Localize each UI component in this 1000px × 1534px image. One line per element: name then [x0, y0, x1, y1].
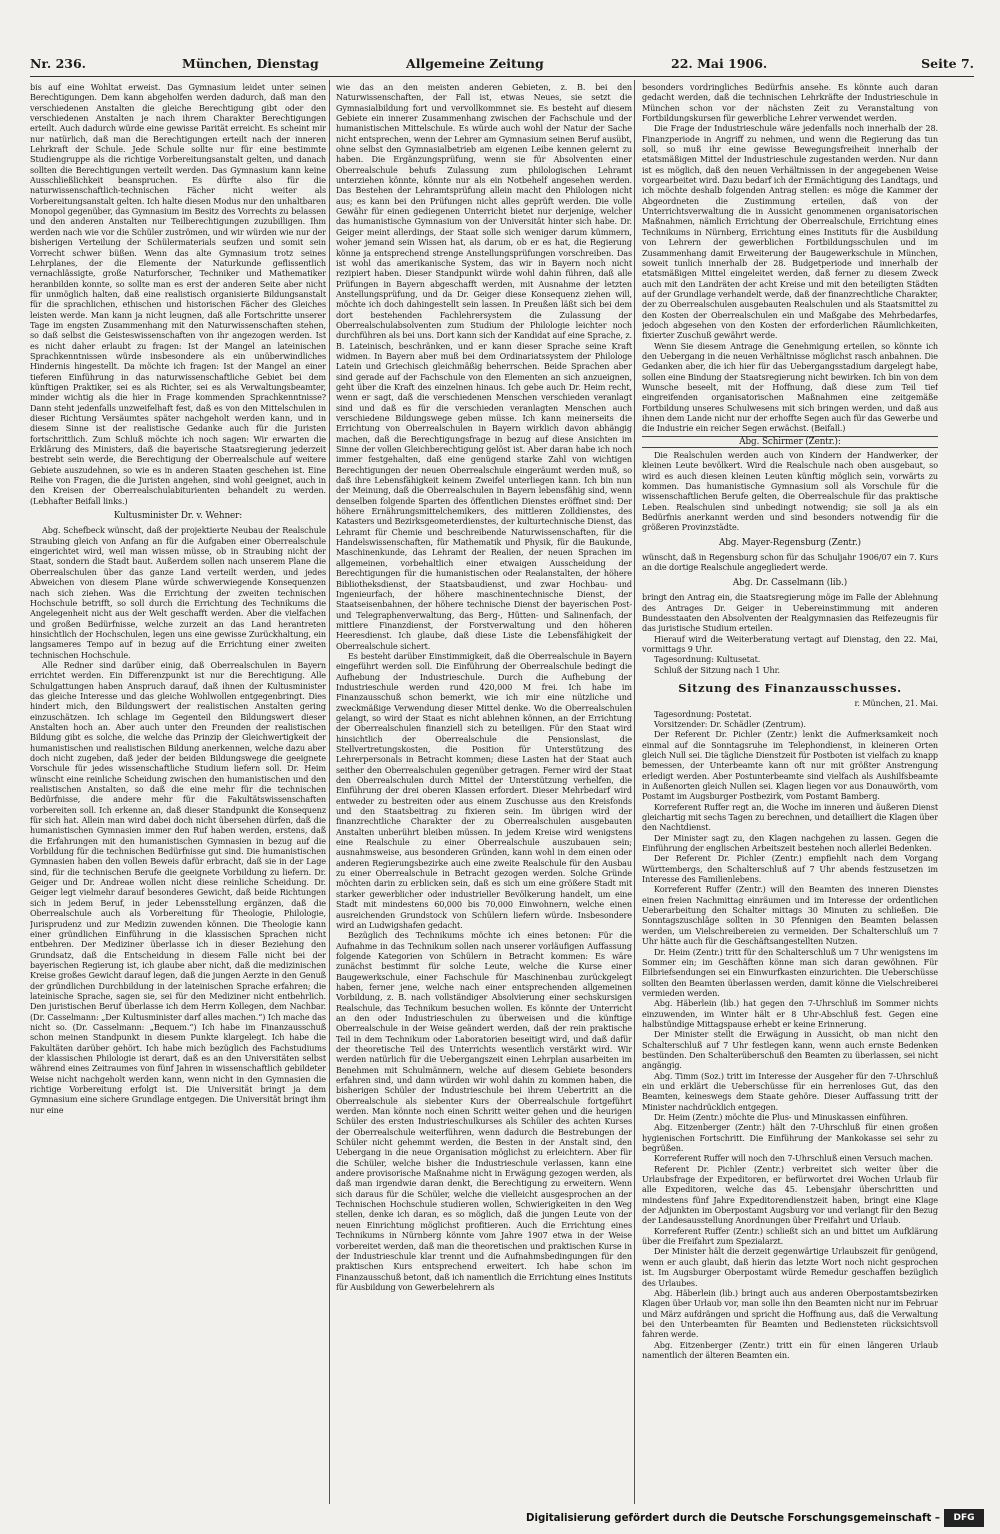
issue-number: Nr. 236.: [30, 56, 87, 71]
paragraph: bringt den Antrag ein, die Staatsregierung möge im Falle der Ablehnung des Antrages Dr. Geiger in Uebereinstimmung mit anderen Bundesstaaten den Absolventen der Realgymnasien das Reifezeugnis für das juristische Studium erteilen.: [642, 592, 938, 634]
dfg-logo: DFG: [944, 1509, 984, 1527]
paragraph: Der Referent Dr. Pichler (Zentr.) lenkt die Aufmerksamkeit noch einmal auf die Sonntagsruhe im Telephondienst, in kleineren Orten gleich Null sei. Die tägliche Dienstzeit für Postboten ist vielfach zu knapp bemessen, der Unterbeamte kann oft nur mit größter Anstrengung erledigt werden. Aber Postunterbeamte sind vielfach als Aushilfsbeamte in Außenorten gleich Nullen sei. Klagen liegen vor aus Donauwörth, vom Postamt im Augsburger Postbezirk, vom Postamt Bamberg.: [642, 729, 938, 802]
paragraph: wünscht, daß in Regensburg schon für das Schuljahr 1906/07 ein 7. Kurs an die dortige Realschule angegliedert werde.: [642, 552, 938, 573]
paragraph: Die Frage der Industrieschule wäre jedenfalls noch innerhalb der 28. Finanzperiode in Angriff zu nehmen, und wenn die Regierung das tun soll, so muß ihr eine gewisse Bewegungsfreiheit innerhalb der etatsmäßigen Mittel der Industrieschule zugestanden werden. Nur dann ist es möglich, daß den neuen Verhältnissen in der angegebenen Weise vorgearbeitet wird. Dazu bedarf ich der Ermächtigung des Landtags, und ich möchte deshalb folgenden Antrag stellen: es möge die Kammer der Abgeordneten die Zustimmung erteilen, daß von der Unterrichtsverwaltung die in Aussicht genommenen organisatorischen Maßnahmen, nämlich Errichtung der Oberrealschule, Errichtung eines Technikums in Nürnberg, Errichtung eines Instituts für die Ausbildung von Lehrern der gewerblichen Fortbildungsschulen und im Zusammenhang damit Erweiterung der Baugewerkschule in München, soweit tunlich innerhalb der 28. Budgetperiode und innerhalb der etatsmäßigen Mittel eingeleitet werden, daß ferner zu diesem Zweck auch mit den Landräten der acht Kreise und mit den beteiligten Städten auf der Grundlage verhandelt werde, daß der finanzrechtliche Charakter, der zu Oberrealschulen ausgebauten Realschulen und als Staatsmittel zu den Kosten der Oberrealschulen ein und Maßgabe des Mehrbedarfes, jedoch abgesehen von den Kosten der erforderlichen Räumlichkeiten, fixierter Zuschuß gewährt werde.: [642, 123, 938, 341]
paragraph: Vorsitzender: Dr. Schädler (Zentrum).: [654, 718, 806, 729]
column-3: [642, 82, 938, 1502]
paragraph: Abg. Häberlein (lib.) bringt auch aus anderen Oberpostamtsbezirken Klagen über Urlaub vor, man solle ihn den Beamten nicht nur im Februar und März aufdrängen und spricht die Hoffnung aus, daß die Verwaltung bei den Unterbeamten für Beamten und Bediensteten rücksichtsvoll fahren werde.: [642, 1287, 938, 1340]
paragraph: Referent Dr. Pichler (Zentr.) verbreitet sich weiter über die Urlaubsfrage der Expeditoren, er befürwortet drei Wochen Urlaub für alle Expeditoren, welche das 45. Lebensjahr überschritten und mindestens fünf Jahre Expeditorendienstzeit haben, bringt eine Klage der Adjunkten im Oberpostamt Augsburg vor und verlangt für den Bezug der Landesausstellung Anordnungen über Freifahrt und Urlaub.: [642, 1163, 938, 1226]
paragraph: Abg. Timm (Soz.) tritt im Interesse der Ausgeher für den 7-Uhrschluß ein und erklärt die Ueberschüsse für ein herrenloses Gut, das den Beamten, keineswegs dem Staate gehöre. Dieser Auffassung tritt der Minister nachdrücklich entgegen.: [642, 1070, 938, 1112]
paragraph: bis auf eine Wohltat erweist. Das Gymnasium leidet unter seinen Berechtigungen. Dem kann abgeholfen werden dadurch, daß man den verschiedenen Anstalten die gleiche Berechtigung gibt oder den verschiedenen Anstalten je nach ihrem Charakter Berechtigungen erteilt. Auch dadurch würde eine gewisse Parität erreicht. Es scheint mir nur natürlich, daß man die Berechtigungen erteilt nach der inneren Lehrkraft der Schule. Jede Schule sollte nur für eine bestimmte Studiengruppe als die richtige Vorbereitungsanstalt gelten, und danach sollten die Berechtigungen verteilt werden. Das Gymnasium kann keine Ausschließlichkeit beanspruchen. Es dürfte also für die naturwissenschaftlich-technischen Fächer nicht weiter als Vorbereitungsanstalt gelten. Ich halte diesen Modus nur den unhaltbaren Monopol gegenüber, das Gymnasium im Besitz des Vorrechts zu belassen und den anderen Anstalten nur Teilberechtigungen zuzubilligen. Ihm werden nach wie vor die Schüler zuströmen, und wir würden wie nur der bisherigen Verteilung der Schülermaterials seufzen und somit sein Vorrecht schwer büßen. Wenn das alte Gymnasium trotz seines Lehrplanes, der die Elemente der Naturkunde geflissentlich vernachlässigte, große Naturforscher, Techniker und Mathematiker heranbilden konnte, so sollte man es erst der anderen Seite aber nicht für unmöglich halten, daß eine realistisch organisierte Bildungsanstalt für die sprachlichen, ethischen und historischen Fächer des Gleiches leisten werde. Man kann ja nicht leugnen, daß alle Fortschritte unserer Tage im engsten Zusammenhang mit den Naturwissenschaften stehen, so daß selbst die Geisteswissenschaften von ihr angezogen werden. Ist es nicht daher erlaubt zu fragen: Ist der Mangel an lateinischen Sprachkenntnissen würde insbesondere als ein unüberwindliches Hindernis hingestellt. Da möchte ich fragen: Ist der Mangel an einer tieferen Einführung in das naturwissenschaftliche Gebiet bei dem künftigen Praktiker, sei es als Richter, sei es als Verwaltungsbeamter, minder wichtig als die hier in Frage kommenden Sprachkenntnisse? Dann steht jedenfalls unzweifelhaft fest, daß es von den Mittelschulen in dieser Richtung Versäumtes später nachgeholt werden kann, und in diesem Sinne ist der realistische Gedanke auch für die Juristen fortschrittlich. Zum Schluß möchte ich noch sagen: Wir erwarten die Erklärung des Ministers, daß die bayerische Staatsregierung jederzeit bestrebt sein werde, die Berechtigung der Oberrealschule auf weitere Gebiete auszudehnen, so wie es in anderen Staaten geschehen ist. Eine Reihe von Fragen, die die Juristen angehen, sind wohl geeignet, auch in den Kreisen der Oberrealschulabiturienten behandelt zu werden. (Lebhafter Beifall links.): [30, 82, 326, 506]
column-2: [336, 82, 632, 1502]
paragraph: Abg. Schefbeck wünscht, daß der projektierte Neubau der Realschule Straubing gleich von Anfang an für die Aufgaben einer Oberrealschule eingerichtet wird, weil man wissen müsse, ob in Straubing nicht der Staat, sondern die Stadt baut. Außerdem sollen nach unserem Plane die Oberrealschulen über das ganze Land verteilt werden, und jedes Abweichen von diesem Plane würde schwerwiegende Konsequenzen nach sich ziehen. Was die Errichtung der zweiten technischen Hochschule betrifft, so soll durch die Errichtung des Technikums die Angelegenheit nicht aus der Welt geschafft werden. Aber die vielfachen und großen Bedürfnisse, welche zurzeit an das Land herantreten hinsichtlich der Hochschulen, legen uns eine gewisse Zurückhaltung, ein langsameres Tempo auf in bezug auf die Errichtung einer zweiten technischen Hochschule.: [30, 525, 326, 660]
place-day: München, Dienstag: [182, 56, 319, 71]
section-title: Sitzung des Finanzausschusses.: [678, 680, 902, 695]
paragraph: Der Minister hält die derzeit gegenwärtige Urlaubszeit für genügend, wenn er auch glaubt, daß hierin das letzte Wort noch nicht gesprochen ist. Im Augsburger Oberpostamt würde Remedur geschaffen bezüglich des Urlaubes.: [642, 1246, 938, 1288]
paragraph: Korreferent Ruffer will noch den 7-Uhrschluß einen Versuch machen.: [654, 1153, 933, 1164]
paragraph: Dr. Heim (Zentr.) möchte die Plus- und Minuskassen einführen.: [654, 1112, 908, 1122]
paragraph: besonders vordringliches Bedürfnis ansehe. Es könnte auch daran gedacht werden, daß die technischen Lehrkräfte der Industrieschule in München schon vor der nächsten Zeit zu Veranstaltung von Fortbildungskursen für gewerbliche Lehrer verwendet werden.: [642, 82, 938, 124]
paragraph: Schluß der Sitzung nach 1 Uhr.: [654, 664, 780, 675]
speaker-heading: Abg. Mayer-Regensburg (Zentr.): [718, 537, 861, 548]
speaker-heading: Abg. Dr. Casselmann (lib.): [732, 577, 848, 588]
paragraph: Abg. Häberlein (lib.) hat gegen den 7-Uhrschluß im Sommer nichts einzuwenden, im Winter hält er 8 Uhr-Abschluß fest. Gegen eine halbstündige Mittagspause erhebt er keine Erinnerung.: [642, 998, 938, 1029]
paragraph: Bezüglich des Technikums möchte ich eines betonen: Für die Aufnahme in das Technikum sollen nach unserer vorläufigen Auffassung folgende Kategorien von Schülern in Betracht kommen: Es wäre zunächst bestimmt für solche Leute, welche die Kurse einer Baugewerkschule, einer Fachschule für Maschinenbau zurückgelegt haben, ferner jene, welche nach einer entsprechenden allgemeinen Vorbildung, z. B. nach vollständiger Absolvierung einer sechskursigen Realschule, das Technikum besuchen wollen. Es könnte der Unterricht an den oder Industrieschulen zu überweisen und die künftige Oberrealschule in der Weise geändert werden, daß der rein praktische Teil in dem Technikum oder Laboratorien beseitigt wird, und daß dafür der theoretische Teil des Unterrichts wesentlich verstärkt wird. Wir werden natürlich für die Uebergangszeit einen Lehrplan ausarbeiten im Benehmen mit Schulmännern, welche auf diesem Gebiete besonders erfahren sind, und dann würden wir wohl dahin zu kommen haben, die bisherigen Schüler der Industrieschule bei ihrem Uebertritt an die Oberrealschule als siebenter Kurs der Oberrealschule fortgeführt werden. Man könnte noch einen Schritt weiter gehen und die heurigen Schüler des ersten Industrieschulkurses als Schüler des achten Kurses der Oberrealschule weiterführen, wenn dadurch die Bestrebungen der Schüler nicht gehemmt werden, die Besten in der Anstalt sind, den Uebergang in die neue Organisation möglichst zu erleichtern. Aber für die Schüler, welche bisher die Industrieschule verlassen, kann eine andere provisorische Maßnahme nicht in Erwägung gezogen werden, als daß man irgendwie daran denkt, die Berechtigung zu erweitern. Wenn sich daraus für die Schüler, welche die vielleicht ausgesprochen an der Technischen Hochschule studieren wollen, Schwierigkeiten in den Weg stellen, denke ich daran, es so möglich, daß die jungen Leute von der neuen Einrichtung möglichst profitieren. Auch die Errichtung eines Technikums in Nürnberg könnte vom Jahre 1907 etwa in der Weise vorbereitet werden, daß man die theoretischen und praktischen Kurse in der Industrieschule klar trennt und die Aufnahmsbedingungen für den praktischen Kurs entsprechend erweitert. Ich habe schon im Finanzausschuß betont, daß ich namentlich die Errichtung eines Instituts für Ausbildung von Gewerbelehrern als: [336, 930, 632, 1292]
column-divider: [634, 80, 635, 1504]
paragraph: Dr. Heim (Zentr.) tritt für den Schalterschluß um 7 Uhr wenigstens im Sommer ein; im Geschäften könne man sich daran gewöhnen. Für Eilbriefsendungen sei ein Einwurfkasten einzurichten. Die Ueberschüsse sollten den Beamten überlassen werden, damit könne die Vielschreiberei vermieden werden.: [642, 946, 938, 998]
digitization-credit: Digitalisierung gefördert durch die Deutsche Forschungsgemeinschaft –: [526, 1513, 940, 1524]
paragraph: Der Minister stellt die Erwägung in Aussicht, ob man nicht den Schalterschluß auf 7 Uhr festlegen kann, wenn auch ernste Bedenken bestünden. Den Schalterüberschuß den Beamten zu überlassen, sei nicht angängig.: [642, 1029, 938, 1071]
dateline: r. München, 21. Mai.: [854, 698, 938, 709]
page-number: Seite 7.: [921, 56, 974, 71]
paragraph: Wenn Sie diesem Antrage die Genehmigung erteilen, so könnte ich den Uebergang in die neuen Verhältnisse möglichst rasch anbahnen. Die Gedanken aber, die ich hier für das Uebergangsstadium dargelegt habe, sollen eine Bindung der Staatsregierung nicht bewirken. Ich bin von dem Wunsche beseelt, mit der Hoffnung, daß diese zum Teil tief eingreifenden organisatorischen Maßnahmen eine zeitgemäße Fortbildung unseres Schulwesens mit sich bringen werden, und daß aus ihnen dem Lande nicht nur der erhoffte Segen auch für das Gewerbe und die Industrie ein reicher Segen erwächst. (Beifall.): [642, 340, 938, 434]
issue-date: 22. Mai 1906.: [671, 56, 768, 71]
paragraph: Korreferent Ruffer (Zentr.) schließt sich an und bittet um Aufklärung über die Freifahrt zum Spezialarzt.: [642, 1225, 938, 1247]
paragraph: Es besteht darüber Einstimmigkeit, daß die Oberrealschule in Bayern eingeführt werden soll. Die Einführung der Oberrealschule bedingt die Aufhebung der Industrieschule. Durch die Aufhebung der Industrieschule werden rund 420,000 M frei. Ich habe im Finanzausschuß schon bemerkt, wie ich mir eine nützliche und zweckmäßige Verwendung dieser Mittel denke. Wo die Oberrealschulen gelangt, so wird der Staat es nicht ablehnen können, an der Errichtung der Oberrealschulen finanziell sich zu beteiligen. Für den Staat wird hinsichtlich der Oberrealschule die Pensionslast, die Stellvertretungskosten, die Position für Unterstützung des Lehrerpersonals in Betracht kommen; diese Lasten hat der Staat auch seither den Oberrealschulen gegenüber getragen. Ferner wird der Staat den Oberrealschulen durch Mittel der Unterstützung verhelfen, die Einführung der drei oberen Klassen erfordert. Dieser Mehrbedarf wird entweder zu bestreiten oder aus einem Zuschusse aus den Kreisfonds und den Staatsbeitrag zu fixieren sein. Im übrigen wird der finanzrechtliche Charakter der zu Oberrealschulen ausgebauten Anstalten unberührt bleiben müssen. In jedem Kreise wird wenigstens eine Realschule zu einer Oberrealschule auszubauen sein; ausnahmsweise, aus besonderen Gründen, kann wohl in dem einen oder anderen Regierungsbezirke auch eine zweite Realschule für den Ausbau zu einer Oberrealschule in Betracht gezogen werden. Solche Gründe möchten darin zu erblicken sein, daß es sich um eine größere Stadt mit starker gewerblicher oder industrieller Bevölkerung handelt, um eine Stadt mit mindestens 60,000 bis 70,000 Einwohnern, welche einen ausreichenden Grundstock von Schülern liefern würde. Insbesondere wird an Ludwigshafen gedacht.: [336, 650, 632, 930]
paragraph: Korreferent Ruffer regt an, die Woche im inneren und äußeren Dienst gleichartig mit sechs Tagen zu berechnen, und detailliert die Klagen über den Nachtdienst.: [642, 801, 938, 833]
page-header: [30, 56, 974, 74]
speaker-heading: Abg. Schirmer (Zentr.):: [642, 436, 938, 448]
paragraph: Tagesordnung: Kultusetat.: [654, 654, 761, 665]
header-rule: [30, 76, 974, 77]
column-divider: [329, 80, 330, 1504]
paragraph: Der Referent Dr. Pichler (Zentr.) empfiehlt nach dem Vorgang Württembergs, den Schalterschluß auf 7 Uhr abends festzusetzen im Interesse des Familienlebens.: [642, 853, 938, 885]
paragraph: Die Realschulen werden auch von Kindern der Handwerker, der kleinen Leute bevölkert. Wird die Realschule nach oben ausgebaut, so wird es auch diesen kleinen Leuten künftig möglich sein, vorwärts zu kommen. Das humanistische Gymnasium soll als Vorschule für die wissenschaftlichen Berufe gelten, die Oberrealschule für das praktische Leben. Realschulen sind unbedingt notwendig; sie soll ja als ein Bedürfnis anerkannt werden und sind besonders notwendig für die größeren Provinzstädte.: [642, 450, 938, 533]
paragraph: Abg. Eitzenberger (Zentr.) tritt ein für einen längeren Urlaub namentlich der älteren Beamten ein.: [642, 1339, 938, 1360]
speaker-heading: Kultusminister Dr. v. Wehner:: [113, 511, 243, 522]
paragraph: wie das an den meisten anderen Gebieten, z. B. bei den Naturwissenschaften, der Fall ist, etwas Neues, sie setzt die Gymnasialbildung fort und vervollkommnet sie. Es besteht auf diesem Gebiete ein innerer Zusammenhang zwischen der Fachschule und der humanistischen Mittelschule. Es würde auch wohl der Natur der Sache nicht entsprechen, wenn der Lehrer am Gymnasium seinen Beruf ausübt, ohne selbst den Gymnasialbetrieb am eigenen Leibe kennen gelernt zu haben. Die Ergänzungsprüfung, wenn sie für Absolventen einer Oberrealschule behufs Zulassung zum philologischen Lehramt unterziehen könnte, könnte nur als ein Notbehelf angesehen werden. Das Bestehen der Lehramtsprüfung allein macht den Philologen nicht aus; es kann bei den Prüfungen nicht alles geprüft werden. Die volle Gewähr für einen gediegenen Unterricht bietet nur derjenige, welcher das humanistische Gymnasium von der Universität hinter sich habe. Dr. Geiger meint allerdings, der Staat solle sich weniger darum kümmern, woher jemand sein Wissen hat, als darum, ob er es hat, die Regierung könne ja entsprechend strenge Anstellungsprüfungen vorschreiben. Das ist wohl das amerikanische System, das wir in Bayern noch nicht rezipiert haben. Dieser Standpunkt würde wohl dahin führen, daß alle Prüfungen in Bayern abgeschafft werden, mit Ausnahme der letzten Anstellungsprüfung, und da Dr. Geiger diese Konsequenz ziehen will, möchte ich doch dahingestellt sein lassen. In Preußen läßt sich bei dem dort bestehenden Fachlehrersystem die Zulassung der Oberrealschulabsolventen zum Studium der Philologie leichter noch durchführen als bei uns. Dort kann sich der Kandidat auf eine Sprache, z. B. Lateinisch, beschränken, und er kann dieser Sprache seine Kraft widmen. In Bayern aber muß bei dem Ordinariatssystem der Philologe Latein und Griechisch gleichmäßig beherrschen. Beide Sprachen aber sind gerade auf der Fachschule von den Elementen an sich anzueignen, geht über die Kraft des einzelnen hinaus. Ich gebe auch Dr. Heim recht, wenn er sagt, daß die verschiedenen Menschen verschieden veranlagt sind und daß es für die verschieden veranlagten Menschen auch verschiedene Bildungswege geben müsse. Ich kann meinerseits die Errichtung von Oberrealschulen in Bayern wirklich davon abhängig machen, daß die Berechtigungsfrage in bezug auf diese Ansichten im Sinne der vollen Gleichberechtigung gelöst ist. Aber daran habe ich noch immer festgehalten, daß eine genügend starke Zahl von wichtigen Berechtigungen der neuen Oberrealschule eingeräumt werden muß, so daß ihre Lebensfähigkeit keinem Zweifel unterliegen kann. Ich bin nun der Meinung, daß die Oberrealschulen in Bayern lebensfähig sind, wenn denselben folgende Sparten des öffentlichen Dienstes eröffnet sind: Der höhere Ernährungsmittelchemikers, des mittleren Zolldienstes, des Katasters und Bezirksgeometerdienstes, der kulturtechnische Dienst, das Lehramt für Chemie und beschreibende Naturwissenschaften, für die Handelswissenschaften, für Mathematik und Physik, für die Baukunde, Maschinenkunde, das Lehramt der Realien, der neuen Sprachen im allgemeinen, vorbehaltlich einer etwaigen Ausscheidung der Berechtigungen für die humanistischen oder Realanstalten, der höhere Bibliotheksdienst, der Staatsbaudienst, und zwar Hochbau- und Ingenieurfach, der höhere maschinentechnische Dienst, der Staatseisenbahnen, der höhere technische Dienst der bayerischen Post- und Telegraphenverwaltung, das Berg-, Hütten- und Salinenfach, der mittlere Finanzdienst, der Forstverwaltung und den höheren Heeresdienst. Ich glaube, daß diese Liste die Lebensfähigkeit der Oberrealschule sichert.: [336, 82, 632, 651]
paragraph: Abg. Eitzenberger (Zentr.) hält den 7-Uhrschluß für einen großen hygienischen Fortschritt. Die Einführung der Mankokasse sei sehr zu begrüßen.: [642, 1122, 938, 1154]
paragraph: Tagesordnung: Postetat.: [654, 708, 752, 719]
paragraph: Korreferent Ruffer (Zentr.) will den Beamten des inneren Dienstes einen freien Nachmittag einräumen und im Interesse der ordentlichen Ueberarbeitung den Schalter mittags 30 Minuten zu schließen. Die Sonntagszuschläge sollten in 30 Pfennigen den Beamten belassen werden, um Vielschreibereien zu vermeiden. Der Schalterschluß um 7 Uhr hätte auch für die Geschäftsangestellten Nutzen.: [642, 884, 938, 947]
column-1: [30, 82, 326, 1502]
newspaper-title: Allgemeine Zeitung: [406, 56, 544, 71]
paragraph: Der Minister sagt zu, den Klagen nachgehen zu lassen. Gegen die Einführung der englischen Arbeitszeit bestehen noch allerlei Bedenken.: [642, 832, 938, 854]
paragraph: Hierauf wird die Weiterberatung vertagt auf Dienstag, den 22. Mai, vormittags 9 Uhr.: [642, 633, 938, 654]
paragraph: Alle Redner sind darüber einig, daß Oberrealschulen in Bayern errichtet werden. Ein Differenzpunkt ist nur die Berechtigung. Alle Schulgattungen haben Anspruch darauf, daß ihnen der Kultusminister das gleiche Interesse und das gleiche Wohlwollen entgegenbringt. Dies hindert mich, den Bildungswert der realistischen Anstalten gering einzuschätzen. Ich schlage im Gegenteil den Bildungswert dieser Anstalten hoch an. Aber auch unter den Freunden der realistischen Bildung gibt es solche, die welche das Prinzip der Gleichwertigkeit der humanistischen und realistischen Bildung anerkennen, welche dazu aber doch nicht zugeben, daß jeder der beiden Bildungswege die geeignete Vorschule für jedes wissenschaftliche Studium liefern soll. Dr. Heim wünscht eine reinliche Scheidung zwischen den humanistischen und den realistischen Anstalten, so daß die eine mehr für die technischen Bedürfnisse, die andere mehr für die Fakultätswissenschaften vorbereiten soll. Ich erkenne an, daß dieser Standpunkt die Konsequenz für sich hat. Allein man wird dabei doch nicht übersehen dürfen, daß die humanistischen Gymnasien immer den Ruf haben werden, erstens, daß die Erfahrungen mit den humanistischen Gymnasien in bezug auf die Vorbildung für die technischen Bedürfnisse gut sind. Die humanistischen Gymnasien haben den vollen Beweis dafür erbracht, daß sie in der Lage sind, für die technischen Berufe die geeignete Vorbildung zu liefern. Dr. Geiger und Dr. Andreae wollen nicht diese reinliche Scheidung. Dr. Geiger legt vielmehr darauf besonderes Gewicht, daß beide Richtungen sich in jedem Beruf, in jeder Lebensstellung ergänzen, daß die Oberrealschule auch als Vorbereitung für Theologie, Philologie, Jurisprudenz und zur Medizin zuwenden können. Die Theologie kann einer gründlichen Einführung in die klassischen Sprachen nicht entbehren. Der Mediziner überlasse ich in dieser Beziehung den Grundsatz, daß die Entscheidung in diesem Falle nicht bei der bayerischen Regierung ist, ich glaube aber nicht, daß die medizinischen Kreise großes Gewicht darauf legen, daß die jungen Aerzte in den Genuß der gründlichen Durchbildung in der lateinischen Sprache erfahren; die lateinische Sprache, sagen sie, sei für den Mediziner nicht entbehrlich. Den juristischen Beruf überlasse ich dem Herrn Kollegen, dem Nachbar. (Dr. Casselmann: „Der Kultusminister darf alles machen.“) Ich mache das nicht so. (Dr. Casselmann: „Bequem.“) Ich habe im Finanzausschuß schon meinen Standpunkt in diesem Punkte klargelegt. Ich habe die Fakultäten darüber gehört. Ich habe mich bezüglich des Fachstudiums der klassischen Philologie ist derart, daß es an den Universitäten selbst während eines Zeitraumes von fünf Jahren in wissenschaftlich gebildeter Weise nicht nachgeholt werden kann, wenn nicht in den Gymnasien die richtige Vorbereitung erfolgt ist. Die Universität bringt ja dem Gymnasium eine sichere Grundlage entgegen. Die Universität bringt ihm nur eine: [30, 659, 326, 1115]
